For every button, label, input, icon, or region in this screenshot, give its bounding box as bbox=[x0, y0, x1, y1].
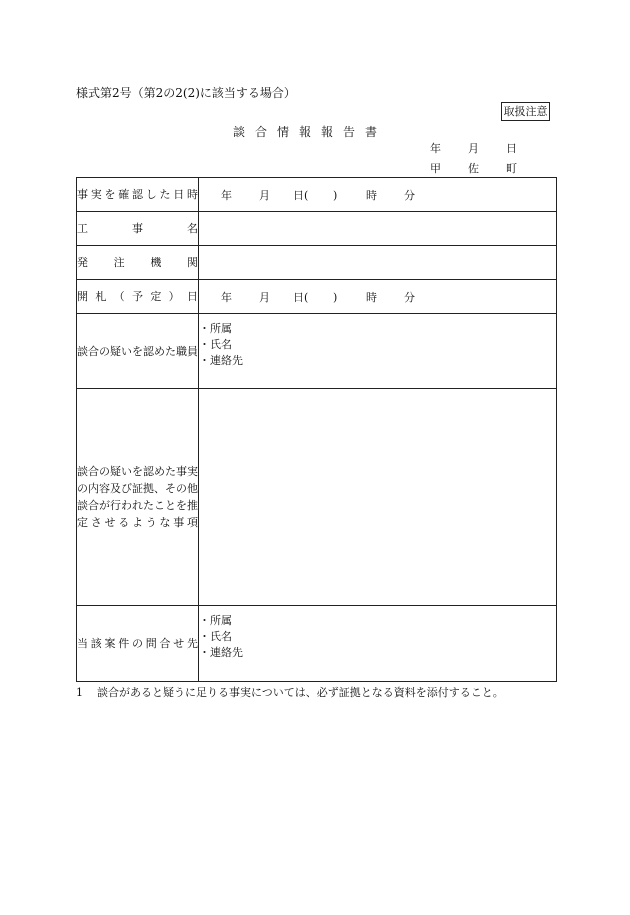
footnote-number: 1 bbox=[76, 686, 83, 699]
staff-name: ・氏名 bbox=[199, 338, 232, 351]
staff-department: ・所属 bbox=[199, 322, 232, 335]
minute-unit: 分 bbox=[404, 290, 415, 304]
confidential-stamp: 取扱注意 bbox=[501, 102, 550, 121]
label-ordering-agency: 発注機関 bbox=[77, 246, 199, 280]
hour-unit: 時 bbox=[366, 290, 377, 304]
row-contact bbox=[77, 606, 557, 682]
label-project-name: 工事名 bbox=[77, 212, 199, 246]
field-facts[interactable] bbox=[199, 389, 557, 606]
field-opening-date[interactable] bbox=[199, 280, 557, 314]
row-confirmed-datetime bbox=[77, 178, 557, 212]
year-unit: 年 bbox=[221, 290, 232, 304]
minute-unit: 分 bbox=[404, 188, 415, 202]
field-staff[interactable] bbox=[199, 314, 557, 389]
report-form-table bbox=[76, 177, 557, 682]
date-line bbox=[430, 140, 544, 156]
date-month: 月 bbox=[468, 142, 479, 155]
weekday-paren: ) bbox=[333, 290, 338, 304]
row-staff bbox=[77, 314, 557, 389]
date-day: 日 bbox=[506, 142, 517, 155]
footnote bbox=[76, 684, 504, 700]
contact-department: ・所属 bbox=[199, 614, 232, 627]
document-title: 談合情報報告書 bbox=[232, 125, 387, 139]
year-unit: 年 bbox=[221, 188, 232, 202]
label-facts: 談合の疑いを認めた事実の内容及び証拠、その他談合が行われたことを推定させるような事項 bbox=[77, 389, 199, 606]
town-char-3: 町 bbox=[506, 162, 517, 175]
date-year: 年 bbox=[430, 142, 441, 155]
field-contact[interactable] bbox=[199, 606, 557, 682]
staff-contact: ・連絡先 bbox=[199, 354, 243, 367]
month-unit: 月 bbox=[259, 290, 270, 304]
town-name bbox=[430, 160, 544, 176]
label-opening-date: 開札（予定）日 bbox=[77, 280, 199, 314]
row-ordering-agency bbox=[77, 246, 557, 280]
field-project-name[interactable] bbox=[199, 212, 557, 246]
field-ordering-agency[interactable] bbox=[199, 246, 557, 280]
footnote-text: 談合があると疑うに足りる事実については、必ず証拠となる資料を添付すること。 bbox=[97, 686, 504, 699]
month-unit: 月 bbox=[259, 188, 270, 202]
label-contact: 当該案件の問合せ先 bbox=[77, 606, 199, 682]
form-number: 様式第2号（第2の2(2)に該当する場合） bbox=[76, 86, 296, 100]
town-char-2: 佐 bbox=[468, 162, 479, 175]
row-project-name bbox=[77, 212, 557, 246]
contact-phone: ・連絡先 bbox=[199, 646, 243, 659]
contact-name: ・氏名 bbox=[199, 630, 232, 643]
weekday-paren: ) bbox=[333, 188, 338, 202]
field-confirmed-datetime[interactable] bbox=[199, 178, 557, 212]
label-staff: 談合の疑いを認めた職員 bbox=[77, 314, 199, 389]
town-char-1: 甲 bbox=[430, 162, 441, 175]
hour-unit: 時 bbox=[366, 188, 377, 202]
day-unit: 日( bbox=[293, 290, 309, 304]
day-unit: 日( bbox=[293, 188, 309, 202]
row-opening-date bbox=[77, 280, 557, 314]
row-facts bbox=[77, 389, 557, 606]
label-confirmed-datetime: 事実を確認した日時 bbox=[77, 178, 199, 212]
